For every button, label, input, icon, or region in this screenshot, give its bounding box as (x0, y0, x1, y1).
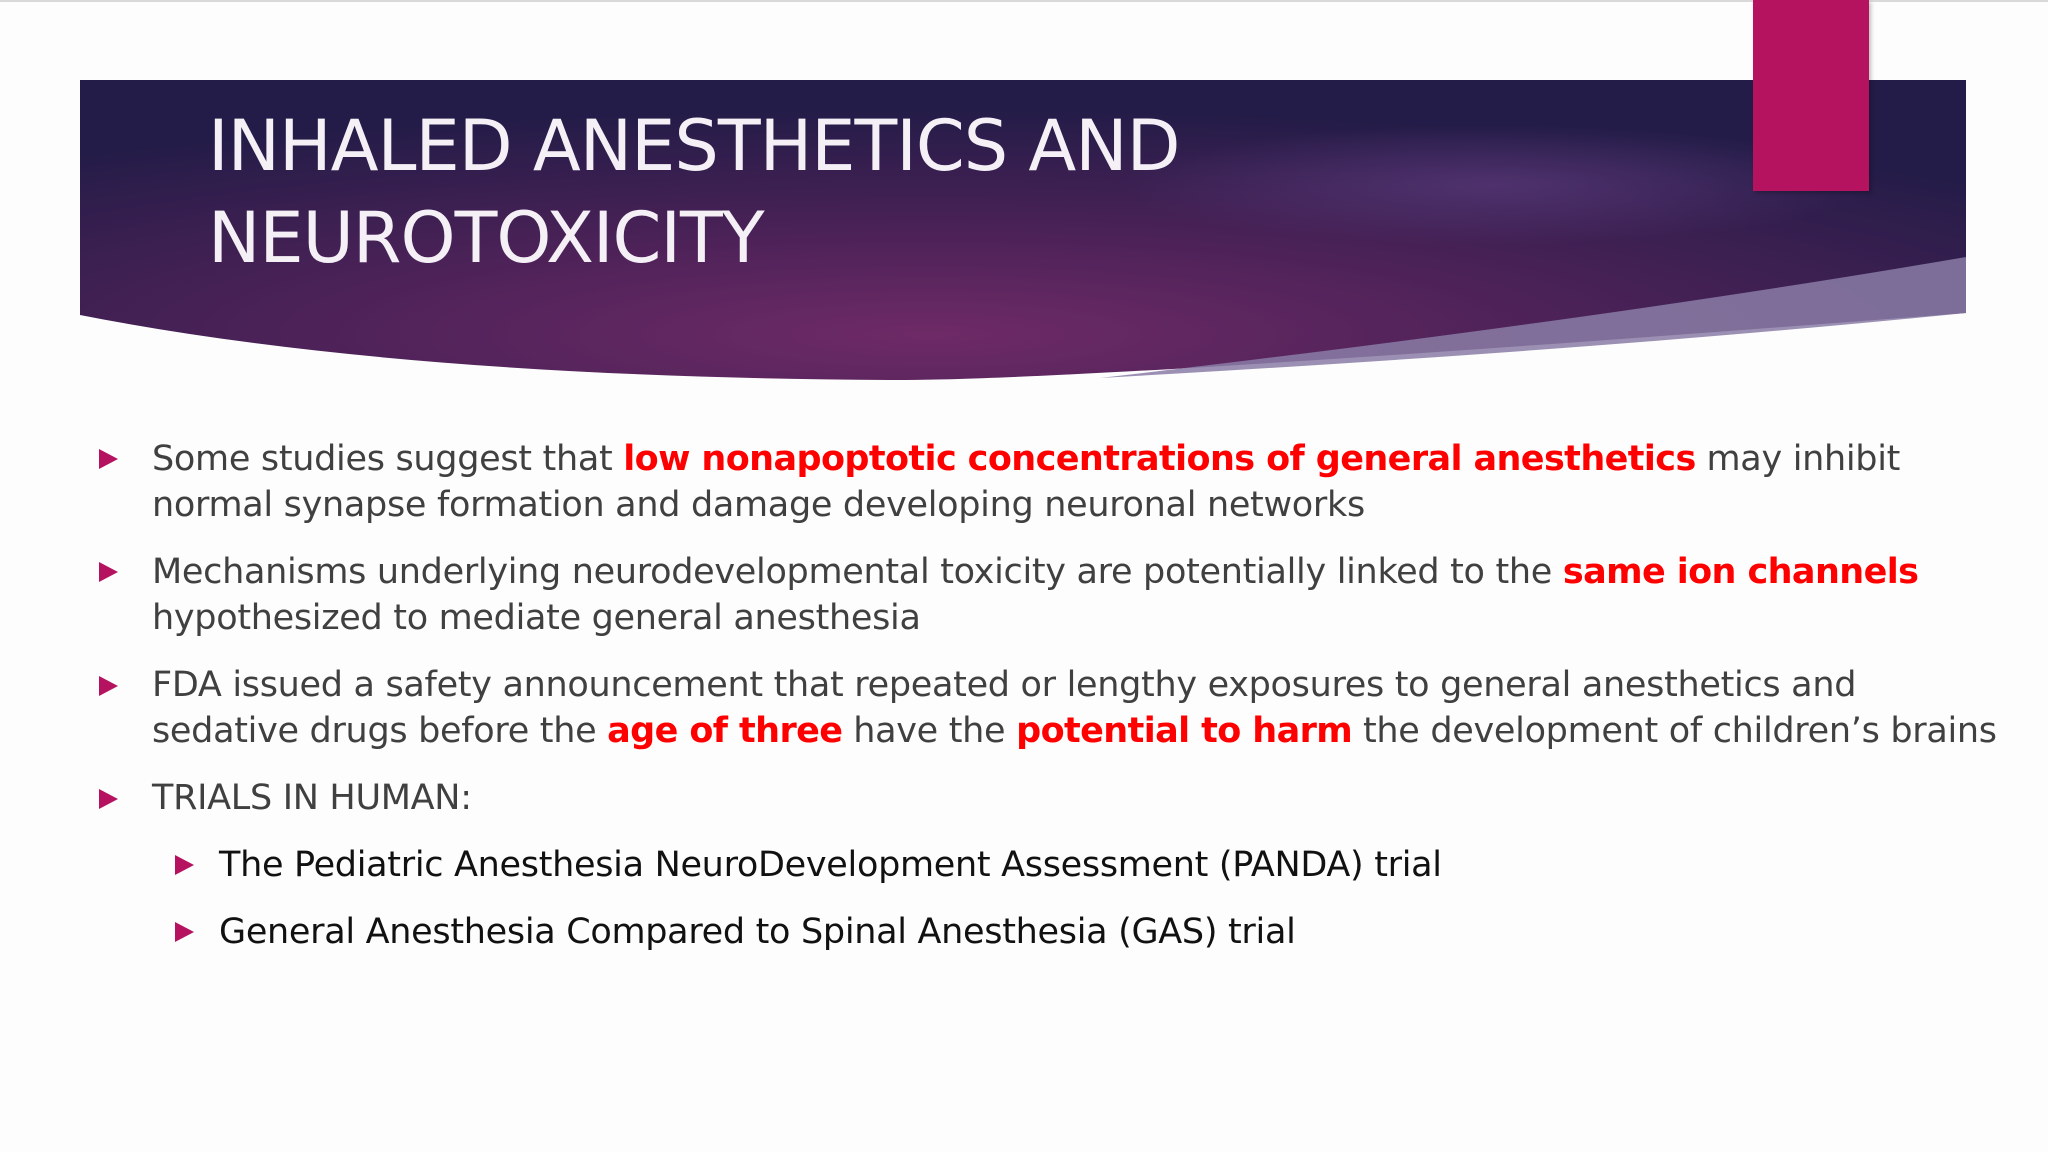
title-line-2: NEUROTOXICITY (208, 197, 764, 279)
bullet-3-line-2 (152, 708, 1997, 754)
bullet-2-line-1 (152, 549, 1918, 595)
bullet-text: may inhibit (1695, 439, 1901, 479)
bullet-item-1 (152, 436, 1900, 528)
highlight-text: same ion channels (1562, 552, 1919, 592)
highlight-text: potential to harm (1016, 711, 1353, 751)
bullet-1-line-1 (152, 436, 1900, 482)
bullet-1-line-2: normal synapse formation and damage developing neuronal networks (152, 485, 1365, 525)
bullet-item-4 (152, 775, 472, 821)
bullet-item-3 (152, 662, 1997, 754)
highlight-text: age of three (607, 711, 843, 751)
bullet-item-2 (152, 549, 1918, 641)
bullet-2-line-2: hypothesized to mediate general anesthesia (152, 598, 921, 638)
sub-bullet-item-2 (219, 909, 1296, 955)
sub-bullet-text: The Pediatric Anesthesia NeuroDevelopment Assessment (PANDA) trial (219, 845, 1442, 885)
bullet-text: Mechanisms underlying neurodevelopmental toxicity are potentially linked to the (152, 552, 1563, 592)
highlight-text: low nonapoptotic concentrations of general anesthetics (623, 439, 1696, 479)
bullet-text: the development of children’s brains (1352, 711, 1997, 751)
title-line-1: INHALED ANESTHETICS AND (208, 105, 1180, 187)
sub-bullet-arrow-icon (175, 922, 194, 942)
bullet-4-line-1: TRIALS IN HUMAN: (152, 778, 472, 818)
bullet-arrow-icon (99, 789, 118, 809)
sub-bullet-item-1 (219, 842, 1442, 888)
bullet-text: sedative drugs before the (152, 711, 608, 751)
bullet-arrow-icon (99, 562, 118, 582)
bullet-text: Some studies suggest that (152, 439, 624, 479)
bullet-arrow-icon (99, 449, 118, 469)
sub-bullet-arrow-icon (175, 855, 194, 875)
bullet-arrow-icon (99, 676, 118, 696)
bullet-text: have the (842, 711, 1017, 751)
bullet-3-line-1: FDA issued a safety announcement that repeated or lengthy exposures to general anesthetics and (152, 665, 1857, 705)
sub-bullet-text: General Anesthesia Compared to Spinal Anesthesia (GAS) trial (219, 912, 1296, 952)
